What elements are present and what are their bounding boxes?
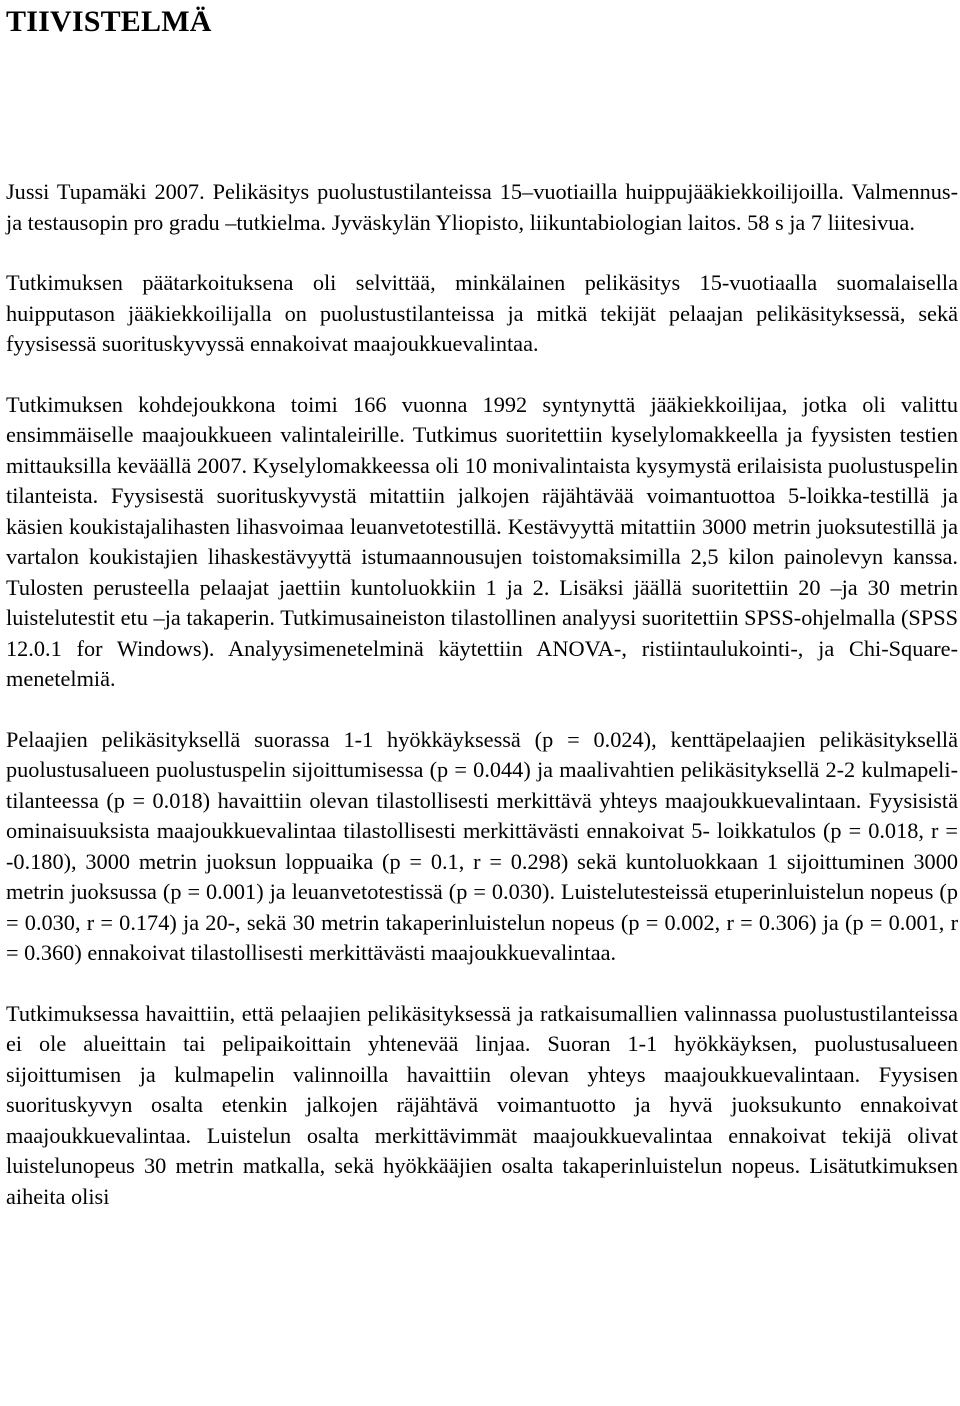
methods-paragraph: Tutkimuksen kohdejoukkona toimi 166 vuonna 1992 syntynyttä jääkiekkoilijaa, jotka oli valittu ensimmäiselle maajoukkueen valintaleirille. Tutkimus suoritettiin kyselylomakkeella ja fyysisten testien mittauksilla keväällä 2007. Kyselylomakkeessa oli 10 monivalintaista kysymystä erilaisista puolustuspelin tilanteista. Fyysisestä suorituskyvystä mitattiin jalkojen räjähtävää voimantuottoa 5-loikka-testillä ja käsien koukistajalihasten lihasvoimaa leuanvetotestillä. Kestävyyttä mitattiin 3000 metrin juoksutestillä ja vartalon koukistajien lihaskestävyyttä istumaannousujen toistomaksimilla 2,5 kilon painolevyn kanssa. Tulosten perusteella pelaajat jaettiin kuntoluokkiin 1 ja 2. Lisäksi jäällä suoritettiin 20 –ja 30 metrin luistelutestit etu –ja takaperin. Tutkimusaineiston tilastollinen analyysi suoritettiin SPSS-ohjelmalla (SPSS 12.0.1 for Windows). Analyysimenetelminä käytettiin ANOVA-, ristiintaulukointi-, ja Chi-Square- menetelmiä. [6, 391, 958, 691]
document-title: TIIVISTELMÄ [6, 5, 212, 38]
results-paragraph: Pelaajien pelikäsityksellä suorassa 1-1 hyökkäyksessä (p = 0.024), kenttäpelaajien pelikäsityksellä puolustusalueen puolustuspelin sijoittumisessa (p = 0.044) ja maalivahtien pelikäsityksellä 2-2 kulmapeli-tilanteessa (p = 0.018) havaittiin olevan tilastollisesti merkittävä yhteys maajoukkuevalintaan. Fyysisistä ominaisuuksista maajoukkuevalintaa tilastollisesti merkittävästi ennakoivat 5- loikkatulos (p = 0.018, r = -0.180), 3000 metrin juoksun loppuaika (p = 0.1, r = 0.298) sekä kuntoluokkaan 1 sijoittuminen 3000 metrin juoksussa (p = 0.001) ja leuanvetotestissä (p = 0.030). Luistelutesteissä etuperinluistelun nopeus (p = 0.030, r = 0.174) ja 20-, sekä 30 metrin takaperinluistelun nopeus (p = 0.002, r = 0.306) ja (p = 0.001, r = 0.360) ennakoivat tilastollisesti merkittävästi maajoukkuevalintaa. [6, 726, 958, 965]
conclusion-paragraph: Tutkimuksessa havaittiin, että pelaajien pelikäsityksessä ja ratkaisumallien valinnassa puolustustilanteissa ei ole alueittain tai pelipaikoittain yhtenevää linjaa. Suoran 1-1 hyökkäyksen, puolustusalueen sijoittumisen ja kulmapelin valinnoilla havaittiin olevan yhteys maajoukkuevalintaan. Fyysisen suorituskyvyn osalta etenkin jalkojen räjähtävä voimantuotto ja hyvä juoksukunto ennakoivat maajoukkuevalintaa. Luistelun osalta merkittävimmät maajoukkuevalintaa ennakoivat tekijä olivat luistelunopeus 30 metrin matkalla, sekä hyökkääjien osalta takaperinluistelun nopeus. Lisätutkimuksen aiheita olisi [6, 1000, 958, 1209]
aim-paragraph: Tutkimuksen päätarkoituksena oli selvittää, minkälainen pelikäsitys 15-vuotiaalla suomalaisella huipputason jääkiekkoilijalla on puolustustilanteissa ja mitkä tekijät pelaajan pelikäsityksessä, sekä fyysisessä suorituskyvyssä ennakoivat maajoukkuevalintaa. [6, 270, 958, 356]
document-page [6, 0, 958, 1212]
citation-paragraph: Jussi Tupamäki 2007. Pelikäsitys puolustustilanteissa 15–vuotiailla huippujääkiekkoilijoilla. Valmennus- ja testausopin pro gradu –tutkielma. Jyväskylän Yliopisto, liikuntabiologian laitos. 58 s ja 7 liitesivua. [6, 179, 958, 235]
